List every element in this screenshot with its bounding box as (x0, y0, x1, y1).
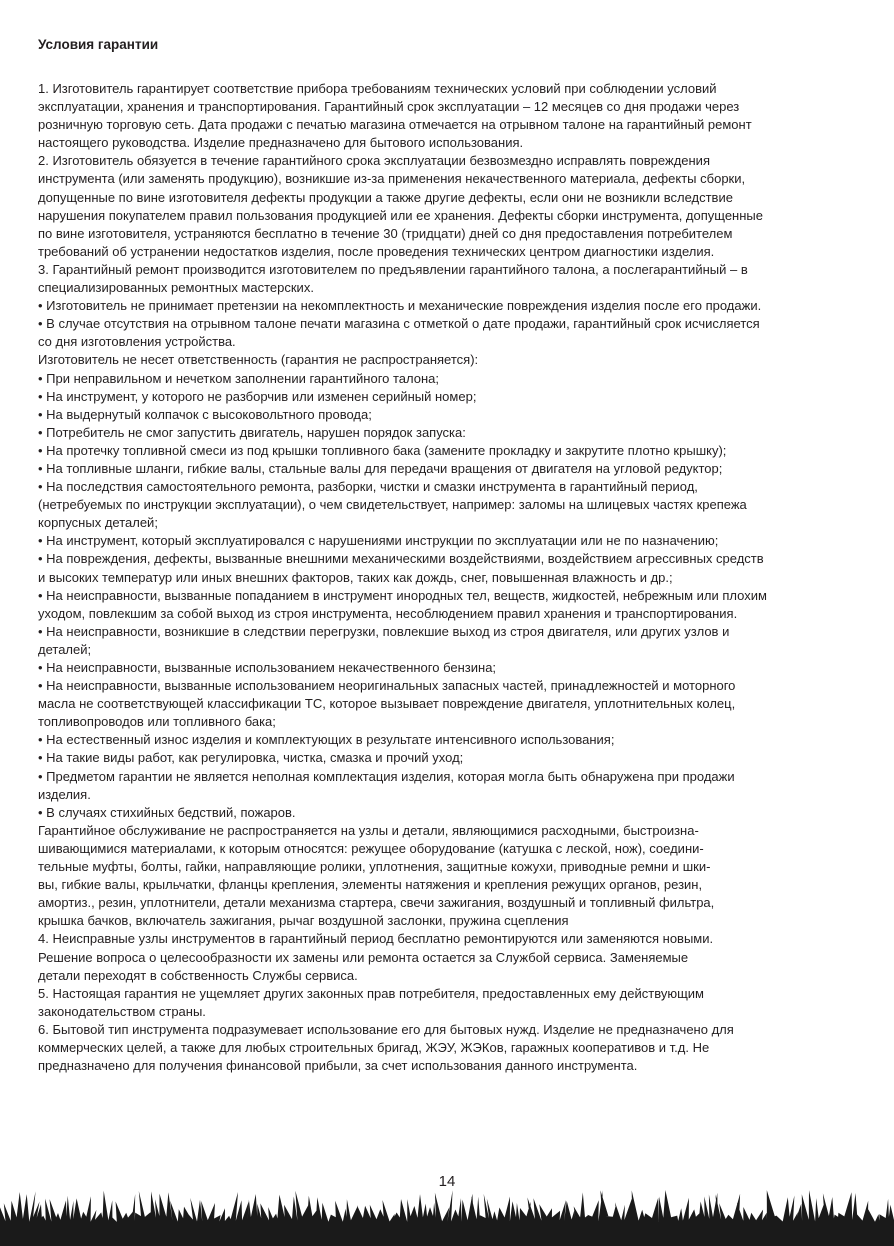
text-line: изделия. (38, 786, 91, 802)
grass-shape (0, 1190, 894, 1246)
text-line: • При неправильном и нечетком заполнении гарантийного талона; (38, 370, 440, 386)
text-line: 2. Изготовитель обязуется в течение гарантийного срока эксплуатации безвозмездно исправлять повреждения (38, 153, 710, 169)
text-line: требований об устранении недостатков изделия, после проведения технических центром диагностики изделия. (38, 243, 715, 259)
text-line: масла не соответствующей классификации ТС, которое вызывает повреждение двигателя, уплотнительных колец, (38, 696, 736, 712)
text-line: • На неисправности, вызванные попаданием в инструмент инородных тел, веществ, жидкостей, небрежным или плохим (38, 587, 767, 603)
text-line: • Потребитель не смог запустить двигатель, нарушен порядок запуска: (38, 424, 466, 440)
text-line: крышка бачков, включатель зажигания, рычаг воздушной заслонки, пружина сцепления (38, 913, 569, 929)
text-line: Гарантийное обслуживание не распространяется на узлы и детали, являющимися расходными, быстроизна- (38, 822, 699, 838)
text-line: по вине изготовителя, устраняются бесплатно в течение 30 (тридцати) дней со дня предоставления потребителем (38, 225, 733, 241)
text-line: законодательством страны. (38, 1003, 206, 1019)
text-line: • В случаях стихийных бедствий, пожаров. (38, 804, 296, 820)
text-line: • На неисправности, вызванные использованием некачественного бензина; (38, 660, 497, 675)
text-line: 5. Настоящая гарантия не ущемляет других законных прав потребителя, предоставленных ему действующим (38, 985, 704, 1001)
text-line: • Предметом гарантии не является неполная комплектация изделия, которая могла быть обнаружена при продажи (38, 768, 735, 784)
text-line: эксплуатации, хранения и транспортирования. Гарантийный срок эксплуатации – 12 месяцев со дня продажи через (38, 99, 740, 115)
text-line: • Изготовитель не принимает претензии на некомплектность и механические повреждения изделия после его продажи. (38, 298, 762, 314)
text-line: • На неисправности, вызванные использованием неоригинальных запасных частей, принадлежностей и моторного (38, 678, 736, 694)
text-line: вы, гибкие валы, крыльчатки, фланцы крепления, элементы натяжения и крепления режущих органов, резин, (38, 877, 703, 893)
text-line: 6. Бытовой тип инструмента подразумевает использование его для бытовых нужд. Изделие не предназначено для (38, 1021, 734, 1037)
text-line: розничную торговую сеть. Дата продажи с печатью магазина отмечается на отрывном талоне на гарантийный ремонт (38, 117, 752, 133)
text-line: со дня изготовления устройства. (38, 334, 236, 350)
text-line: • На такие виды работ, как регулировка, чистка, смазка и прочий уход; (38, 750, 464, 766)
text-line: 4. Неисправные узлы инструментов в гарантийный период бесплатно ремонтируются или заменяются новыми. (38, 931, 714, 947)
text-line: корпусных деталей; (38, 515, 158, 531)
text-line: • На естественный износ изделия и комплектующих в результате интенсивного использования; (38, 732, 615, 748)
warranty-text (38, 80, 870, 1075)
text-line: детали переходят в собственность Службы сервиса. (38, 967, 358, 983)
page-title: Условия гарантии (38, 37, 159, 52)
text-line: 3. Гарантийный ремонт производится изготовителем по предъявлении гарантийного талона, а послегарантийный – в (38, 261, 748, 277)
page-number: 14 (438, 1173, 456, 1190)
text-line: • В случае отсутствия на отрывном талоне печати магазина с отметкой о дате продажи, гарантийный срок исчисляется (38, 316, 760, 332)
text-line: Решение вопроса о целесообразности их замены или ремонта остается за Службой сервиса. Заменяемые (38, 949, 689, 965)
text-line: уходом, повлекшим за собой выход из строя инструмента, несоблюдением правил хранения и транспортирования. (38, 605, 738, 621)
text-line: • На инструмент, у которого не разборчив или изменен серийный номер; (38, 388, 477, 404)
text-line: специализированных ремонтных мастерских. (38, 280, 314, 296)
text-line: топливопроводов или топливного бака; (38, 714, 276, 730)
text-line: деталей; (38, 641, 92, 657)
text-line: шивающимися материалами, к которым относятся: режущее оборудование (катушка с леской, нож), соедини- (38, 840, 704, 856)
text-line: амортиз., резин, уплотнители, детали механизма стартера, свечи зажигания, воздушный и топливный фильтра, (38, 895, 715, 911)
text-line: Изготовитель не несет ответственность (гарантия не распространяется): (38, 352, 479, 368)
text-line: • На протечку топливной смеси из под крышки топливного бака (замените прокладку и закрутите плотно крышку); (38, 442, 727, 458)
text-line: 1. Изготовитель гарантирует соответствие прибора требованиям технических условий при соблюдении условий (38, 81, 717, 96)
text-line: • На последствия самостоятельного ремонта, разборки, чистки и смазки инструмента в гарантийный период, (38, 479, 698, 495)
text-line: настоящего руководства. Изделие предназначено для бытового использования. (38, 135, 524, 151)
text-line: инструмента (или заменять продукцию), возникшие из-за применения некачественного материала, дефекты сборки, (38, 171, 746, 187)
text-line: и высоких температур или иных внешних факторов, таких как дождь, снег, повышенная влажность и др.; (38, 569, 673, 585)
text-line: (нетребуемых по инструкции эксплуатации), о чем свидетельствует, например: заломы на шлицевых частях крепежа (38, 497, 747, 513)
text-line: • На выдернутый колпачок с высоковольтного провода; (38, 406, 372, 422)
text-line: • На повреждения, дефекты, вызванные внешними механическими воздействиями, воздействием агрессивных средств (38, 551, 764, 567)
text-line: • На неисправности, возникшие в следствии перегрузки, повлекшие выход из строя двигателя, или других узлов и (38, 623, 730, 639)
text-line: тельные муфты, болты, гайки, направляющие ролики, уплотнения, защитные кожухи, приводные ремни и шки- (38, 859, 711, 875)
text-line: • На инструмент, который эксплуатировался с нарушениями инструкции по эксплуатации или не по назначению; (38, 533, 719, 549)
text-line: коммерческих целей, а также для любых строительных бригад, ЖЭУ, ЖЭКов, гаражных кооперативов и т.д. Не (38, 1039, 710, 1055)
text-line: предназначено для получения финансовой прибыли, за счет использования данного инструмента. (38, 1058, 638, 1074)
grass-border-decoration (0, 1186, 894, 1246)
text-line: нарушения покупателем правил пользования продукцией или ее хранения. Дефекты сборки инструмента, допущенные (38, 207, 763, 223)
text-line: допущенные по вине изготовителя дефекты продукции а также другие дефекты, если они не возникли вследствие (38, 189, 733, 205)
text-line: • На топливные шланги, гибкие валы, стальные валы для передачи вращения от двигателя на угловой редуктор; (38, 460, 723, 476)
